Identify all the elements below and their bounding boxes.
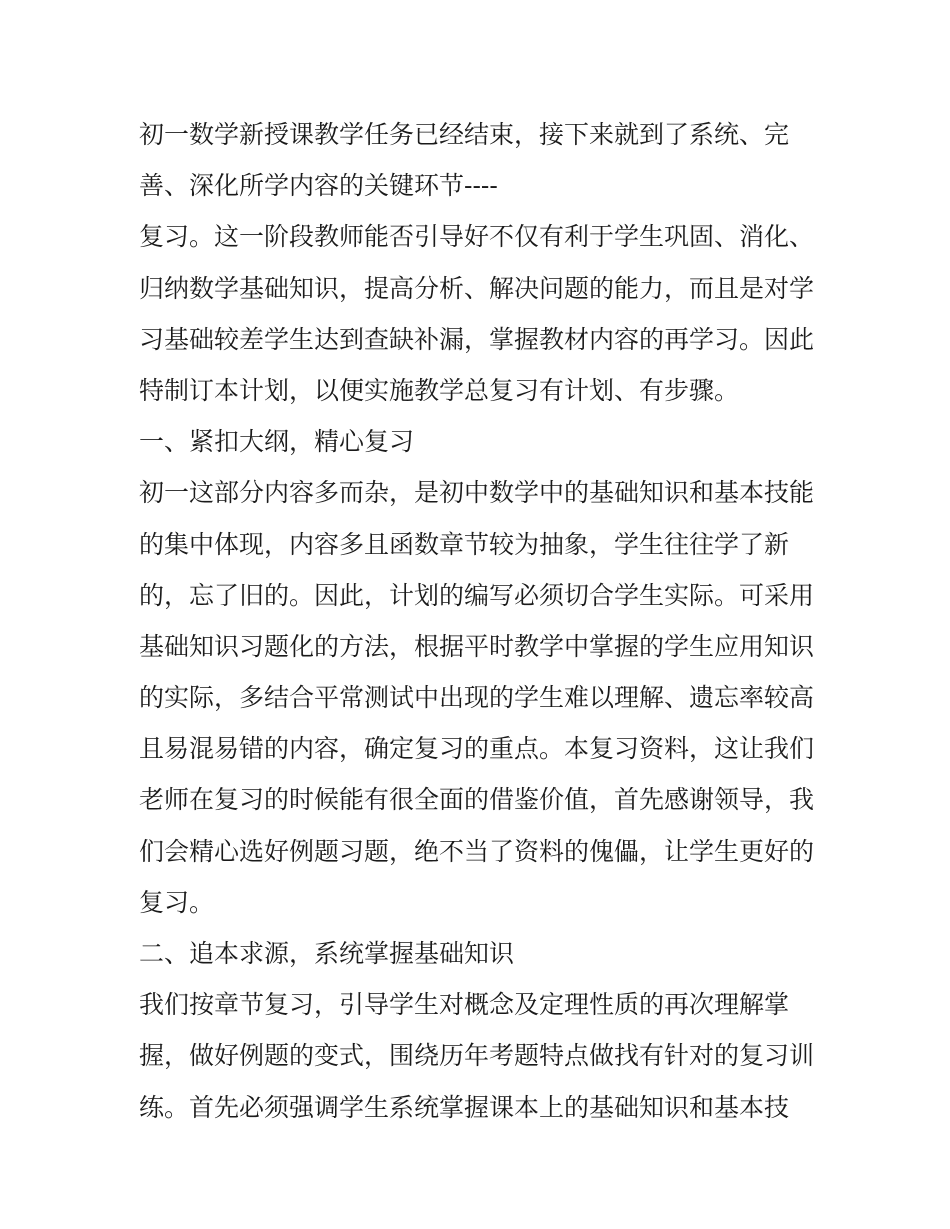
body-line: 的集中体现，内容多且函数章节较为抽象，学生往往学了新 bbox=[139, 529, 790, 559]
body-line: 初一这部分内容多而杂，是初中数学中的基础知识和基本技能 bbox=[139, 478, 815, 508]
document-body bbox=[139, 109, 829, 1133]
body-line: 的，忘了旧的。因此，计划的编写必须切合学生实际。可采用 bbox=[139, 580, 815, 610]
body-line: 且易混易错的内容，确定复习的重点。本复习资料，这让我们 bbox=[139, 734, 815, 764]
body-line: 基础知识习题化的方法，根据平时教学中掌握的学生应用知识 bbox=[139, 631, 815, 661]
section-heading: 一、紧扣大纲，精心复习 bbox=[139, 427, 415, 457]
body-line: 们会精心选好例题习题，绝不当了资料的傀儡，让学生更好的 bbox=[139, 836, 815, 866]
body-line: 复习。 bbox=[139, 887, 215, 917]
body-line: 特制订本计划，以便实施教学总复习有计划、有步骤。 bbox=[139, 375, 740, 405]
body-line: 初一数学新授课教学任务已经结束，接下来就到了系统、完 bbox=[139, 120, 790, 149]
body-line: 习基础较差学生达到查缺补漏，掌握教材内容的再学习。因此 bbox=[139, 324, 815, 354]
body-line: 复习。这一阶段教师能否引导好不仅有利于学生巩固、消化、 bbox=[139, 222, 815, 252]
body-line: 归纳数学基础知识，提高分析、解决问题的能力，而且是对学 bbox=[139, 273, 815, 303]
body-line: 握，做好例题的变式，围绕历年考题特点做找有针对的复习训 bbox=[139, 1041, 815, 1071]
body-line: 练。首先必须强调学生系统掌握课本上的基础知识和基本技 bbox=[139, 1092, 790, 1122]
body-line: 善、深化所学内容的关键环节---- bbox=[139, 171, 498, 201]
body-line: 我们按章节复习，引导学生对概念及定理性质的再次理解掌 bbox=[139, 990, 790, 1020]
body-line: 老师在复习的时候能有很全面的借鉴价值，首先感谢领导，我 bbox=[139, 785, 815, 815]
section-heading: 二、追本求源，系统掌握基础知识 bbox=[139, 939, 515, 968]
body-line: 的实际，多结合平常测试中出现的学生难以理解、遗忘率较高 bbox=[139, 683, 815, 713]
